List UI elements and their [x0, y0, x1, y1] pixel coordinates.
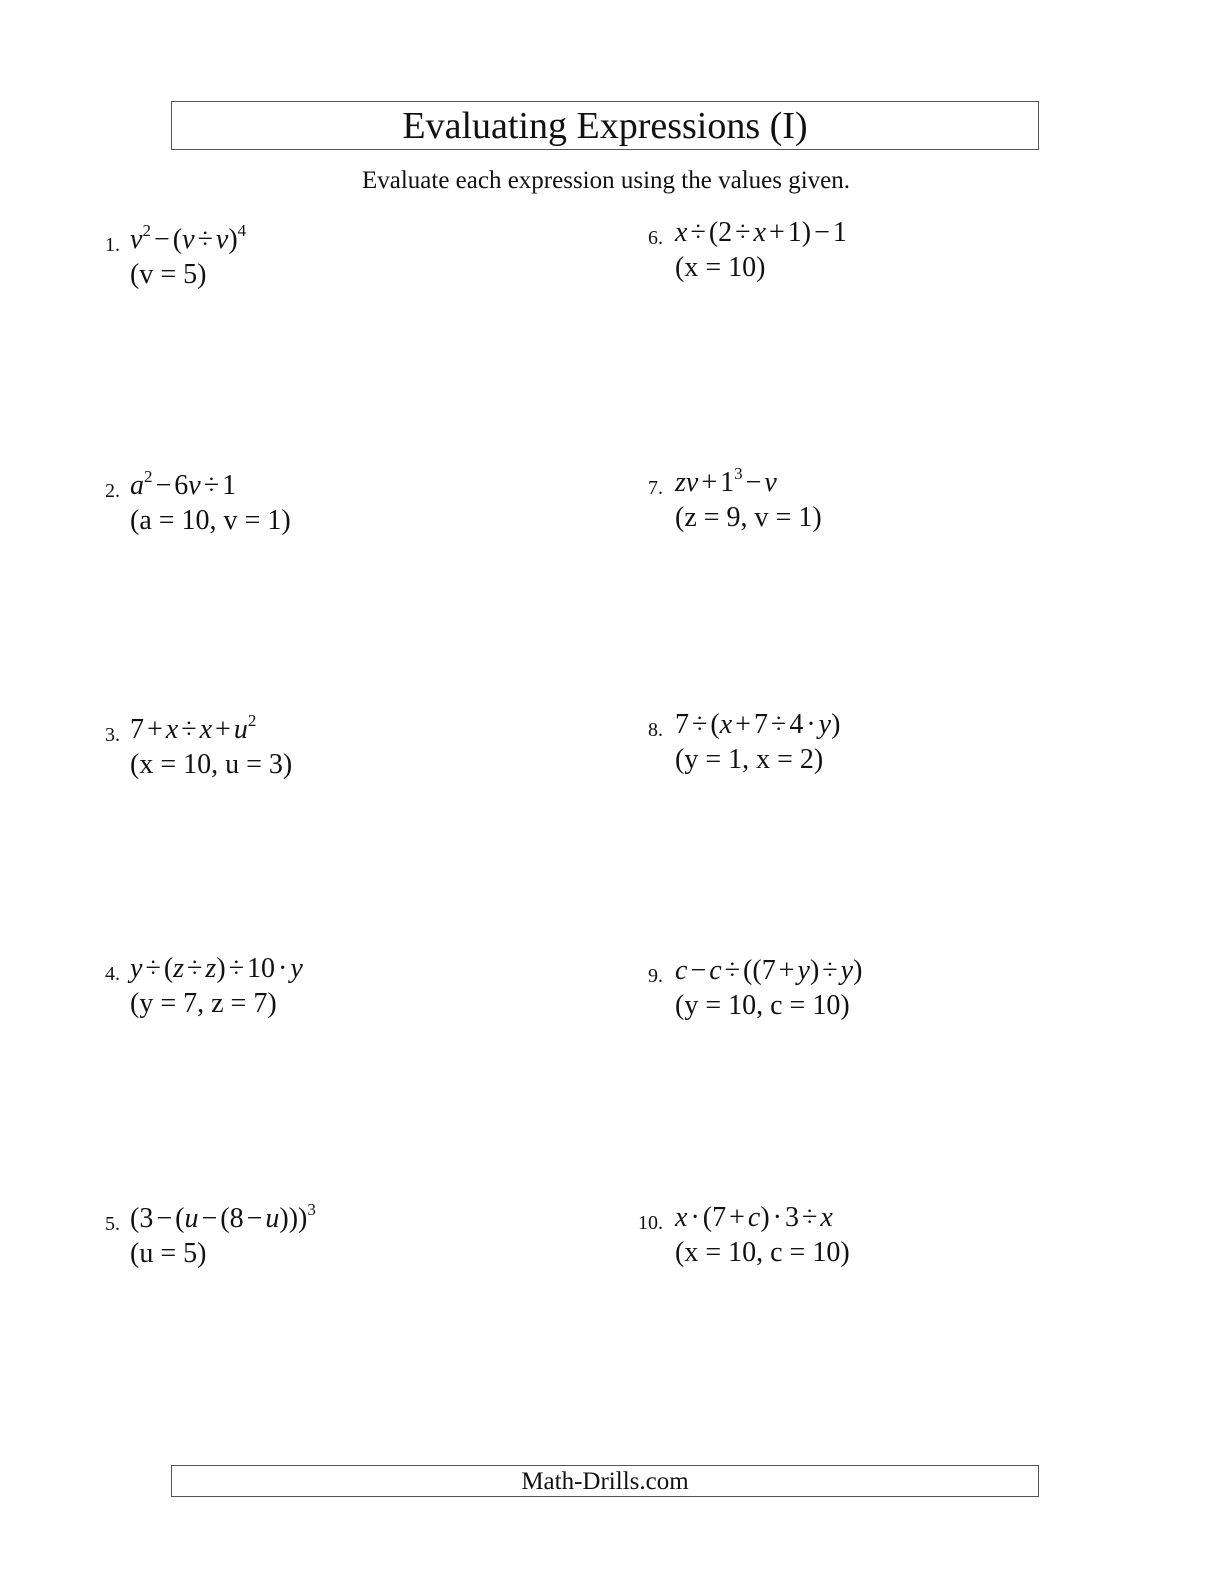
problem-number: 6. — [648, 227, 663, 249]
problem-number: 2. — [105, 480, 120, 502]
problem-number: 8. — [648, 719, 663, 741]
given-values: (y = 7, z = 7) — [130, 988, 277, 1019]
expression: x · (7 + c) · 3 ÷ x — [675, 1202, 833, 1233]
expression: x ÷ (2 ÷ x + 1) − 1 — [675, 217, 847, 248]
expression: zv + $1^3 - v$ — [675, 463, 777, 498]
given-values: (a = 10, v = 1) — [130, 505, 291, 536]
given-values: (y = 1, x = 2) — [675, 744, 824, 775]
problem-number: 4. — [105, 963, 120, 985]
given-values: (u = 5) — [130, 1238, 207, 1269]
problem-number: 7. — [648, 477, 663, 499]
given-values: (z = 9, v = 1) — [675, 502, 822, 533]
expression: y ÷ (z ÷ z) ÷ 10 · y — [130, 953, 303, 984]
expression: $v^2 - (v \div v)^4$ — [130, 220, 247, 255]
problem-number: 5. — [105, 1213, 120, 1235]
problem-number: 9. — [648, 965, 663, 987]
problem-number: 10. — [638, 1212, 663, 1234]
given-values: (x = 10) — [675, 252, 766, 283]
page-title — [171, 101, 1039, 150]
given-values: (x = 10, u = 3) — [130, 749, 293, 780]
footer-text: Math-Drills.com — [521, 1467, 689, 1495]
given-values: (v = 5) — [130, 259, 207, 290]
expression: $a^2 - 6v \div 1$ — [130, 466, 237, 501]
given-values: (x = 10, c = 10) — [675, 1237, 850, 1268]
problem-number: 3. — [105, 724, 120, 746]
expression: $(3 - (u - (8 - u)))^3$ — [130, 1199, 316, 1234]
instructions: Evaluate each expression using the values given. — [361, 167, 851, 194]
problem-number: 1. — [105, 234, 120, 256]
footer — [171, 1465, 1039, 1497]
given-values: (y = 10, c = 10) — [675, 990, 850, 1021]
expression: $7 + x \div x + u^2$ — [130, 710, 257, 745]
expression: c − c ÷ ((7 + y) ÷ y) — [675, 955, 863, 986]
expression: 7 ÷ (x + 7 ÷ 4 · y) — [675, 709, 841, 740]
title-text: Evaluating Expressions (I) — [402, 104, 808, 147]
